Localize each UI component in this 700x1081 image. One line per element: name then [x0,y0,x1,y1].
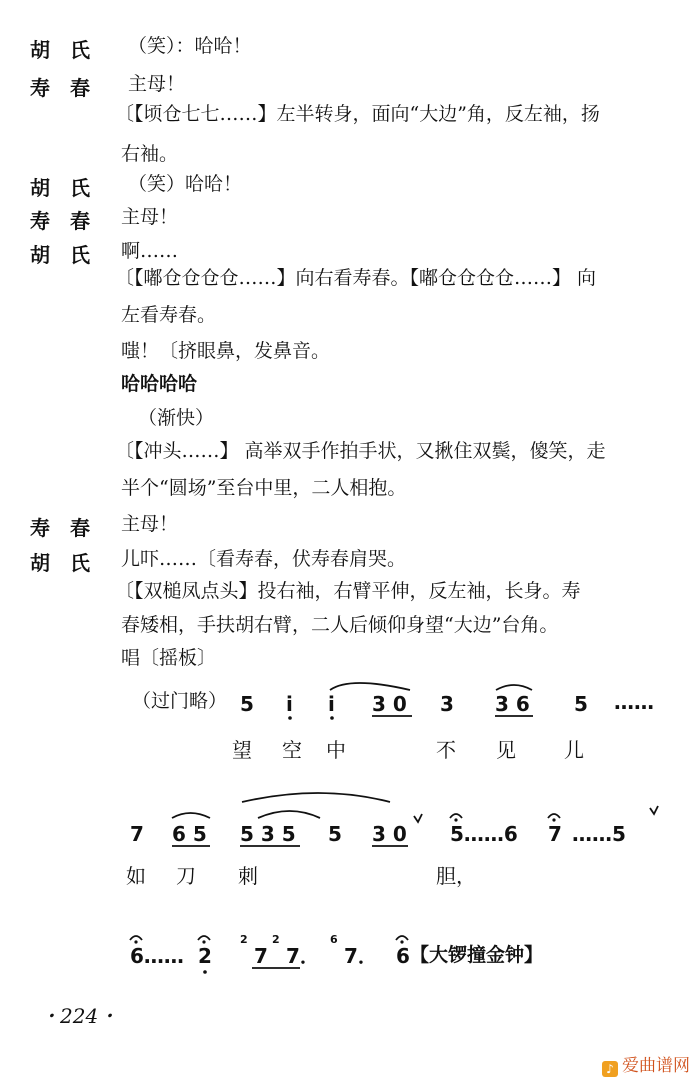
note: 7 [130,822,144,846]
stage-direction-5b: 春矮相，手扶胡右臂，二人后倾仰身望“大边”台角。 [121,614,559,636]
slur [496,685,532,690]
note: 3 0 [372,822,407,846]
sing-mark: 唱〔摇板〕 [121,647,217,669]
note: 5 3 5 [240,822,296,846]
slur [242,793,390,802]
line-text-1: （笑）：哈哈！ [128,35,252,57]
line-text-4: 主母！ [121,206,179,228]
line-text-3: （笑）哈哈！ [128,173,243,195]
fermata [548,814,560,818]
note: 7． [286,944,320,968]
laugh-line: 哈哈哈哈 [121,373,198,395]
page-number: ・224・ [40,1004,119,1028]
note: 5 [328,822,342,846]
stage-direction-1b: 右袖。 [121,143,179,165]
lyric: 如 [126,864,146,888]
lyric: 中 [326,738,346,762]
fermata [130,936,142,940]
note: ……5 [572,822,626,846]
stage-direction-4a: 〔【冲头……】 高举双手作拍手状，又揪住双鬓，傻笑，走 [115,440,606,462]
speaker-hushi-1: 胡 氏 [30,38,90,62]
speaker-shouchun-1: 寿 春 [30,76,90,100]
speaker-shouchun-3: 寿 春 [30,516,90,540]
tempo-mark: （渐快） [138,407,215,429]
grace-note: 2 [272,933,280,946]
lyric: 望 [232,738,252,762]
grace-note: 6 [330,933,338,946]
note: …… [614,690,654,714]
note: 7 [254,944,268,968]
note: 6…… [130,944,184,968]
note: 5 [574,692,588,716]
stage-direction-3: 嗤！〔挤眼鼻，发鼻音。 [121,340,331,362]
lyric: 刺 [238,864,258,888]
note: 3 [440,692,454,716]
breath-mark [414,814,422,822]
stage-direction-2a: 〔【嘟仓仓仓仓……】向右看寿春。【嘟仓仓仓仓……】 向 [115,267,597,289]
note: 7 [548,822,562,846]
stage-direction-5a: 〔【双槌凤点头】投右袖，右臂平伸，反左袖，长身。寿 [115,580,581,602]
lyric: 不 [436,738,456,762]
lyric: 刀 [176,864,196,888]
line-text-6: 主母！ [121,513,179,535]
fermata [450,814,462,818]
stage-direction-4b: 半个“圆场”至台中里，二人相抱。 [121,477,407,499]
interlude-label: （过门略） [132,690,228,712]
speaker-hushi-3: 胡 氏 [30,243,90,267]
note: 7． [344,944,378,968]
note: i [286,692,293,716]
stage-direction-2b: 左看寿春。 [121,304,217,326]
lyric: 胆， [436,864,476,888]
lyric: 儿 [564,738,584,762]
speaker-shouchun-2: 寿 春 [30,209,90,233]
breath-mark [650,806,658,814]
note: 2 [198,944,212,968]
grace-note: 2 [240,933,248,946]
note: 5……6 [450,822,518,846]
watermark-logo: ♪ 爱曲谱网 [602,1051,690,1077]
slur [258,811,320,818]
line-text-2: 主母！ [128,73,186,95]
note: i [328,692,335,716]
note: 5 [240,692,254,716]
note: 6 5 [172,822,207,846]
note: 3 6 [495,692,530,716]
fermata [198,936,210,940]
note: 3 0 [372,692,407,716]
percussion-label: 【大锣撞金钟】 [410,944,544,966]
lyric: 见 [496,738,516,762]
music-note-icon: ♪ [602,1061,618,1077]
speaker-hushi-4: 胡 氏 [30,551,90,575]
note: 6 [396,944,410,968]
lyric: 空 [282,738,302,762]
line-text-7: 儿吓……〔看寿春，伏寿春肩哭。 [121,548,407,570]
fermata [396,936,408,940]
slur [330,683,410,690]
line-text-5: 啊…… [121,240,179,262]
speaker-hushi-2: 胡 氏 [30,176,90,200]
slur [172,813,210,818]
stage-direction-1: 〔【顷仓七七……】左半转身，面向“大边”角，反左袖，扬 [115,103,600,125]
